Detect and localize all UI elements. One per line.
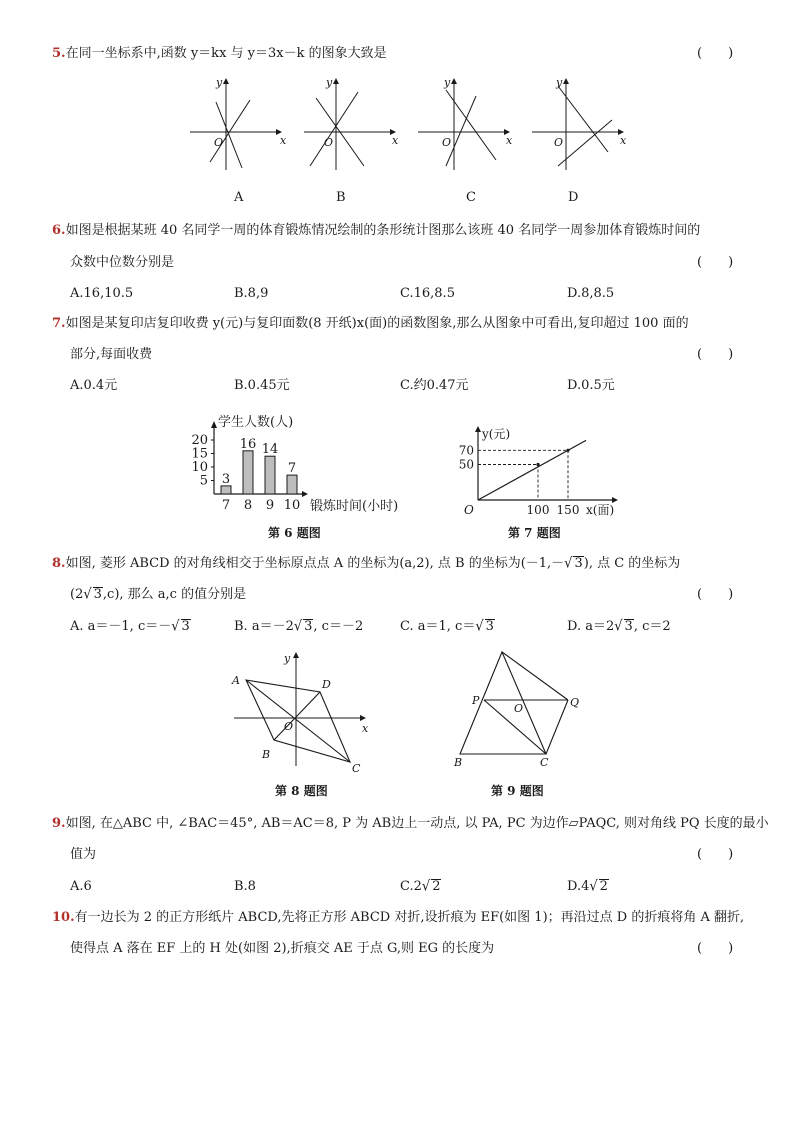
q8-option-a — [70, 618, 191, 636]
q9-option-d-radicand: 2 — [599, 879, 608, 894]
q6-option-d: D.8,8.5 — [567, 286, 615, 301]
q8-option-d-text: D. a＝2 — [567, 619, 615, 634]
fig7-y-tick-label: 70 — [458, 443, 474, 458]
q8-text-1c: ), 点 C 的坐标为 — [583, 556, 681, 571]
q5-a-axis-x: x — [280, 134, 287, 147]
fig6-bar-value-label: 16 — [239, 436, 257, 452]
q8-option-d-tail: , c＝2 — [633, 619, 671, 634]
q9-answer-paren: ( ) — [697, 847, 734, 862]
q5-graph-a — [180, 72, 290, 182]
q9-option-a: A.6 — [70, 879, 92, 894]
q7-stem-2: 部分,每面收费 — [70, 347, 153, 362]
sqrt-sign-icon: √ — [475, 618, 484, 635]
q5-number: 5. — [52, 46, 66, 61]
fig7-origin: O — [464, 503, 474, 517]
sqrt-sign-icon: √ — [293, 618, 303, 635]
q8-text-2b: 3 — [93, 587, 102, 602]
q5-answer-paren: ( ) — [697, 46, 734, 61]
fig9-label-q: Q — [570, 696, 580, 709]
fig8-label-a: A — [232, 674, 240, 687]
q8-option-b-text: B. a＝－2 — [234, 619, 294, 634]
fig6-bar — [265, 456, 275, 494]
fig9-caption: 第 9 题图 — [491, 784, 544, 798]
q5-label-c: C — [466, 190, 476, 205]
q5-d-axis-x: x — [620, 134, 627, 147]
q8-option-c-text: C. a＝1, c＝ — [400, 619, 476, 634]
q8-option-d-radicand: 3 — [624, 619, 633, 634]
fig7-point — [566, 449, 569, 452]
q6-stem-2: 众数中位数分别是 — [70, 255, 175, 270]
q5-c-origin: O — [442, 136, 452, 149]
q8-option-a-text: A. a＝－1, c＝－ — [70, 619, 172, 634]
fig8-label-x: x — [362, 722, 369, 735]
fig6-y-tick-label: 5 — [199, 473, 208, 489]
q6-number: 6. — [52, 223, 66, 238]
q7-text-1: 如图是某复印店复印收费 y(元)与复印面数(8 开纸)x(面)的函数图象,那么从图象中可看出,复印超过 100 面的 — [65, 316, 689, 331]
q10-text-1: 有一边长为 2 的正方形纸片 ABCD,先将正方形 ABCD 对折,设折痕为 EF(如图 1)；再沿过点 D 的折痕将角 A 翻折, — [74, 910, 745, 925]
sqrt-sign-icon: √ — [589, 878, 598, 895]
q9-stem-2: 值为 — [70, 847, 97, 862]
sqrt-sign-icon: √ — [83, 586, 92, 603]
q7-option-d: D.0.5元 — [567, 378, 615, 393]
q8-text-2c: ,c), 那么 a,c 的值分别是 — [102, 587, 247, 602]
fig6-y-tick-label: 15 — [191, 446, 208, 462]
q8-option-c-radicand: 3 — [485, 619, 494, 634]
q5-a-axis-y: y — [216, 76, 223, 89]
fig8-label-d: D — [322, 678, 331, 691]
fig8-label-c: C — [352, 762, 361, 775]
fig9-label-b: B — [454, 756, 463, 769]
q5-d-axis-y: y — [556, 76, 563, 89]
fig6-caption: 第 6 题图 — [268, 526, 321, 540]
q5-graph-b — [296, 72, 406, 182]
fig7-series-line — [478, 440, 586, 500]
q5-b-origin: O — [324, 136, 334, 149]
fig8-label-o: O — [284, 720, 294, 733]
q5-b-axis-y: y — [326, 76, 333, 89]
q8-stem-2 — [70, 586, 246, 604]
q6-answer-paren: ( ) — [697, 255, 734, 270]
q8-text-1a: 如图, 菱形 ABCD 的对角线相交于坐标原点点 A 的坐标为(a,2), 点 B 的坐标为(－1,－ — [65, 556, 565, 571]
q8-option-b — [234, 618, 363, 636]
q6-option-c: C.16,8.5 — [400, 286, 455, 301]
fig8-label-b: B — [262, 748, 271, 761]
q10-stem-1 — [52, 909, 744, 927]
q9-option-d — [567, 878, 609, 896]
q7-number: 7. — [52, 316, 66, 331]
fig9-label-c: C — [540, 756, 549, 769]
q5-stem — [52, 45, 387, 63]
fig7-x-tick-label: 100 — [526, 503, 550, 517]
q8-option-b-radicand: 3 — [304, 619, 313, 634]
q9-number: 9. — [52, 816, 66, 831]
q7-option-a: A.0.4元 — [70, 378, 118, 393]
q9-option-d-text: D.4 — [567, 879, 590, 894]
q6-stem-1 — [52, 222, 700, 240]
fig8-rhombus-figure — [228, 648, 378, 776]
q7-answer-paren: ( ) — [697, 347, 734, 362]
q8-option-c — [400, 618, 495, 636]
q9-option-c-radicand: 2 — [432, 879, 441, 894]
fig6-x-tick-label: 10 — [283, 498, 301, 513]
sqrt-sign-icon: √ — [171, 618, 180, 635]
fig6-bar — [287, 475, 297, 494]
fig6-x-tick-label: 9 — [265, 498, 275, 513]
fig7-caption: 第 7 题图 — [508, 526, 561, 540]
q5-graph-d — [528, 72, 638, 182]
q5-a-origin: O — [214, 136, 224, 149]
q9-option-c — [400, 878, 441, 896]
fig7-point — [536, 463, 539, 466]
fig6-bar-value-label: 7 — [287, 461, 297, 477]
q8-answer-paren: ( ) — [697, 587, 734, 602]
q10-stem-2: 使得点 A 落在 EF 上的 H 处(如图 2),折痕交 AE 于点 G,则 EG 的长度为 — [70, 941, 495, 956]
fig6-bar-value-label: 14 — [261, 442, 279, 458]
fig8-caption: 第 8 题图 — [275, 784, 328, 798]
q5-d-origin: O — [554, 136, 564, 149]
q8-option-d — [567, 618, 671, 636]
q8-option-b-tail: , c＝－2 — [313, 619, 364, 634]
q9-text-1: 如图, 在△ABC 中, ∠BAC＝45°, AB＝AC＝8, P 为 AB边上一动点, 以 PA, PC 为边作▱PAQC, 则对角线 PQ 长度的最小 — [65, 816, 769, 831]
fig6-title: 学生人数(人) — [218, 415, 294, 430]
fig8-label-y: y — [284, 652, 291, 665]
q5-c-axis-x: x — [506, 134, 513, 147]
q8-option-a-radicand: 3 — [181, 619, 190, 634]
fig6-xlabel: 锻炼时间(小时) — [310, 499, 399, 514]
sqrt-sign-icon: √ — [614, 618, 623, 635]
q6-option-b: B.8,9 — [234, 286, 269, 301]
q7-option-c: C.约0.47元 — [400, 378, 469, 393]
fig9-label-p: P — [472, 694, 480, 707]
fig6-bar — [243, 451, 253, 494]
q6-option-a: A.16,10.5 — [70, 286, 134, 301]
fig9-parallelogram-figure — [448, 646, 598, 770]
q10-number: 10. — [52, 910, 75, 925]
fig6-y-tick-label: 10 — [191, 460, 208, 475]
fig6-x-tick-label: 7 — [221, 498, 231, 513]
q5-c-axis-y: y — [444, 76, 451, 89]
q9-option-b: B.8 — [234, 879, 256, 894]
q7-option-b: B.0.45元 — [234, 378, 290, 393]
q9-option-c-text: C.2 — [400, 879, 422, 894]
q8-text-1b: 3 — [574, 556, 583, 571]
fig7-x-tick-label: 150 — [556, 503, 580, 517]
q6-text-1: 如图是根据某班 40 名同学一周的体育锻炼情况绘制的条形统计图那么该班 40 名同学一周参加体育锻炼时间的 — [65, 223, 701, 238]
q5-text: 在同一坐标系中,函数 y＝kx 与 y＝3x－k 的图象大致是 — [65, 46, 387, 61]
q8-text-2a: (2 — [70, 587, 84, 602]
q5-graph-c — [412, 72, 522, 182]
q7-stem-1 — [52, 315, 689, 333]
fig6-bar-chart — [190, 410, 410, 520]
fig7-line-graph — [458, 424, 622, 524]
sqrt-sign-icon: √ — [564, 555, 573, 572]
fig6-x-tick-label: 8 — [243, 498, 253, 513]
fig6-y-tick-label: 20 — [191, 433, 208, 448]
fig6-bar — [221, 486, 231, 494]
q5-label-d: D — [568, 190, 579, 205]
q8-number: 8. — [52, 556, 66, 571]
q10-answer-paren: ( ) — [697, 941, 734, 956]
q9-stem-1 — [52, 815, 769, 833]
q5-b-axis-x: x — [392, 134, 399, 147]
fig7-ylabel: y(元) — [482, 427, 511, 441]
q5-label-b: B — [336, 190, 346, 205]
q5-label-a: A — [234, 190, 244, 205]
fig9-label-o: O — [514, 702, 524, 715]
q8-stem-1 — [52, 555, 680, 573]
sqrt-sign-icon: √ — [421, 878, 431, 895]
fig7-xlabel: x(面) — [586, 503, 615, 517]
fig6-bar-value-label: 3 — [221, 471, 231, 487]
fig7-y-tick-label: 50 — [458, 457, 474, 472]
